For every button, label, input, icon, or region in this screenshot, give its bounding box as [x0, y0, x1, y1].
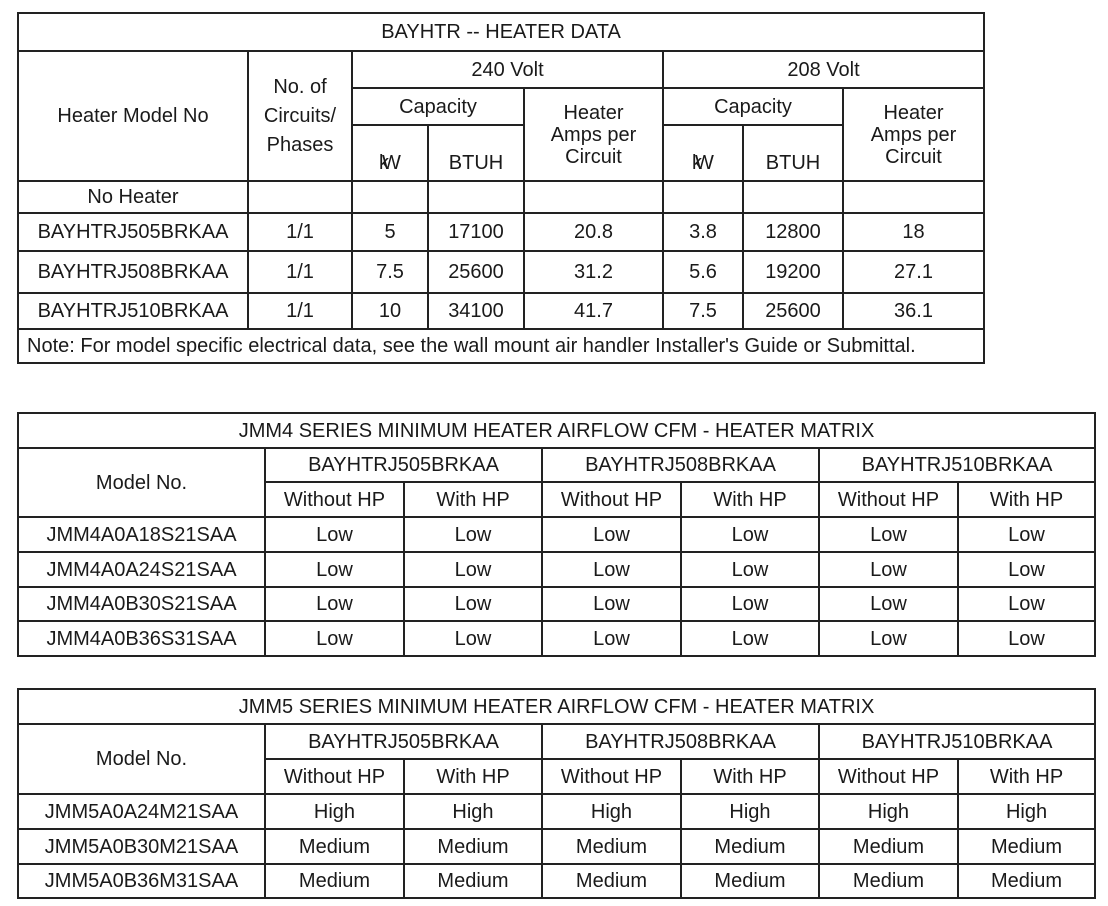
- cell-model: JMM4A0B36S31SAA: [18, 621, 265, 656]
- cell-value: Low: [819, 587, 958, 621]
- cell-circuits: 1/1: [248, 251, 352, 293]
- header-without-hp: Without HP: [819, 482, 958, 517]
- header-btuh-208: BTUH: [743, 125, 843, 181]
- cell-btuh-240: 17100: [428, 213, 524, 251]
- cell-value: High: [404, 794, 542, 829]
- header-with-hp: With HP: [958, 759, 1095, 794]
- cell-value: High: [681, 794, 819, 829]
- cell-amps-208: 18: [843, 213, 984, 251]
- cell-kw-240: 10: [352, 293, 428, 329]
- cell-value: Low: [958, 517, 1095, 552]
- jmm5-matrix-table: [17, 688, 1096, 899]
- cell-value: Medium: [542, 829, 681, 864]
- cell-model: BAYHTRJ510BRKAA: [18, 293, 248, 329]
- cell-amps-208: [843, 181, 984, 213]
- header-with-hp: With HP: [404, 759, 542, 794]
- cell-value: High: [265, 794, 404, 829]
- cell-value: High: [958, 794, 1095, 829]
- table-row: [18, 251, 984, 293]
- header-heater-505: BAYHTRJ505BRKAA: [265, 724, 542, 759]
- cell-kw-208: [663, 181, 743, 213]
- cell-value: Low: [404, 517, 542, 552]
- header-240-volt: 240 Volt: [352, 51, 663, 88]
- cell-value: High: [542, 794, 681, 829]
- cell-value: Low: [681, 552, 819, 587]
- cell-value: Medium: [819, 864, 958, 898]
- cell-value: Medium: [958, 829, 1095, 864]
- cell-value: Medium: [681, 829, 819, 864]
- table-title: BAYHTR -- HEATER DATA: [18, 13, 984, 51]
- header-heater-505: BAYHTRJ505BRKAA: [265, 448, 542, 482]
- table-row: [18, 181, 984, 213]
- header-kw-208: [663, 125, 743, 181]
- table-row: [18, 517, 1095, 552]
- header-capacity-240: Capacity: [352, 88, 524, 125]
- table-row: [18, 293, 984, 329]
- cell-value: Medium: [819, 829, 958, 864]
- table-title: JMM5 SERIES MINIMUM HEATER AIRFLOW CFM - HEATER MATRIX: [18, 689, 1095, 724]
- cell-value: Low: [958, 587, 1095, 621]
- cell-value: Low: [542, 552, 681, 587]
- header-model: Heater Model No: [18, 51, 248, 181]
- cell-model: BAYHTRJ505BRKAA: [18, 213, 248, 251]
- table-row: [18, 213, 984, 251]
- cell-kw-240: [352, 181, 428, 213]
- cell-value: Low: [819, 552, 958, 587]
- cell-amps-240: 31.2: [524, 251, 663, 293]
- header-without-hp: Without HP: [542, 482, 681, 517]
- table-row: [18, 552, 1095, 587]
- cell-value: Low: [265, 517, 404, 552]
- header-capacity-208: Capacity: [663, 88, 843, 125]
- cell-value: Low: [265, 552, 404, 587]
- cell-btuh-208: 19200: [743, 251, 843, 293]
- cell-value: Low: [819, 517, 958, 552]
- cell-model: JMM4A0A18S21SAA: [18, 517, 265, 552]
- cell-value: Low: [958, 621, 1095, 656]
- cell-value: Medium: [404, 864, 542, 898]
- cell-btuh-208: 25600: [743, 293, 843, 329]
- cell-model: JMM5A0B36M31SAA: [18, 864, 265, 898]
- cell-value: Low: [542, 587, 681, 621]
- kw-label: kW: [379, 152, 394, 174]
- kw-label: kW: [692, 152, 707, 174]
- cell-value: Medium: [265, 829, 404, 864]
- cell-value: Medium: [404, 829, 542, 864]
- table-row: [18, 794, 1095, 829]
- table-row: [18, 829, 1095, 864]
- cell-btuh-240: [428, 181, 524, 213]
- cell-amps-208: 27.1: [843, 251, 984, 293]
- cell-circuits: [248, 181, 352, 213]
- cell-btuh-208: [743, 181, 843, 213]
- header-heater-510: BAYHTRJ510BRKAA: [819, 724, 1095, 759]
- cell-value: Medium: [265, 864, 404, 898]
- cell-value: Medium: [958, 864, 1095, 898]
- cell-value: Low: [819, 621, 958, 656]
- header-without-hp: Without HP: [265, 482, 404, 517]
- jmm4-matrix-table: [17, 412, 1096, 657]
- table-title: JMM4 SERIES MINIMUM HEATER AIRFLOW CFM - HEATER MATRIX: [18, 413, 1095, 448]
- cell-model: JMM4A0A24S21SAA: [18, 552, 265, 587]
- cell-circuits: 1/1: [248, 293, 352, 329]
- header-heater-510: BAYHTRJ510BRKAA: [819, 448, 1095, 482]
- table-row: [18, 621, 1095, 656]
- header-208-volt: 208 Volt: [663, 51, 984, 88]
- cell-btuh-240: 34100: [428, 293, 524, 329]
- cell-btuh-208: 12800: [743, 213, 843, 251]
- cell-amps-240: 41.7: [524, 293, 663, 329]
- cell-value: Medium: [542, 864, 681, 898]
- header-model: Model No.: [18, 448, 265, 517]
- header-with-hp: With HP: [681, 759, 819, 794]
- cell-value: Medium: [681, 864, 819, 898]
- cell-model: JMM5A0B30M21SAA: [18, 829, 265, 864]
- cell-value: Low: [404, 552, 542, 587]
- cell-kw-240: 7.5: [352, 251, 428, 293]
- header-amps-240: Heater Amps per Circuit: [524, 88, 663, 181]
- cell-value: Low: [265, 587, 404, 621]
- cell-value: Low: [404, 587, 542, 621]
- header-without-hp: Without HP: [819, 759, 958, 794]
- cell-value: Low: [265, 621, 404, 656]
- cell-value: Low: [542, 621, 681, 656]
- cell-model: JMM5A0A24M21SAA: [18, 794, 265, 829]
- header-without-hp: Without HP: [265, 759, 404, 794]
- cell-amps-240: 20.8: [524, 213, 663, 251]
- header-with-hp: With HP: [404, 482, 542, 517]
- cell-value: Low: [958, 552, 1095, 587]
- header-model: Model No.: [18, 724, 265, 794]
- cell-value: Low: [681, 587, 819, 621]
- cell-kw-208: 5.6: [663, 251, 743, 293]
- cell-model: BAYHTRJ508BRKAA: [18, 251, 248, 293]
- cell-kw-240: 5: [352, 213, 428, 251]
- cell-model: JMM4A0B30S21SAA: [18, 587, 265, 621]
- cell-kw-208: 7.5: [663, 293, 743, 329]
- header-kw-240: [352, 125, 428, 181]
- cell-kw-208: 3.8: [663, 213, 743, 251]
- cell-model: No Heater: [18, 181, 248, 213]
- header-amps-208: Heater Amps per Circuit: [843, 88, 984, 181]
- cell-value: High: [819, 794, 958, 829]
- header-heater-508: BAYHTRJ508BRKAA: [542, 724, 819, 759]
- cell-btuh-240: 25600: [428, 251, 524, 293]
- heater-data-table: [17, 12, 985, 364]
- header-circuits: No. of Circuits/ Phases: [248, 51, 352, 181]
- cell-circuits: 1/1: [248, 213, 352, 251]
- header-btuh-240: BTUH: [428, 125, 524, 181]
- header-heater-508: BAYHTRJ508BRKAA: [542, 448, 819, 482]
- cell-value: Low: [681, 517, 819, 552]
- table-row: [18, 864, 1095, 898]
- cell-value: Low: [542, 517, 681, 552]
- cell-value: Low: [404, 621, 542, 656]
- header-with-hp: With HP: [958, 482, 1095, 517]
- table-row: [18, 587, 1095, 621]
- table-note: Note: For model specific electrical data, see the wall mount air handler Installer's Guide or Submittal.: [18, 329, 984, 363]
- cell-amps-240: [524, 181, 663, 213]
- header-without-hp: Without HP: [542, 759, 681, 794]
- cell-value: Low: [681, 621, 819, 656]
- header-with-hp: With HP: [681, 482, 819, 517]
- cell-amps-208: 36.1: [843, 293, 984, 329]
